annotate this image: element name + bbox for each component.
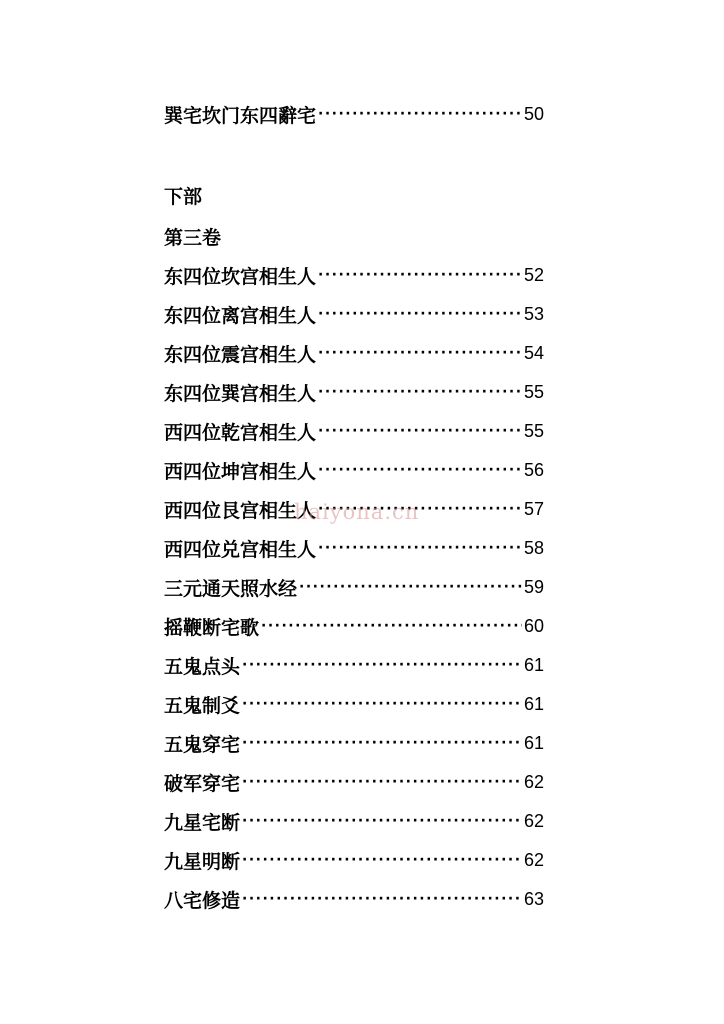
toc-entry-title: 东四位离宫相生人 xyxy=(164,304,317,327)
toc-entry-page: 62 xyxy=(523,849,544,870)
toc-entry-title: 西四位艮宫相生人 xyxy=(164,499,317,522)
toc-entry[interactable] xyxy=(164,261,544,289)
watermark-text: haiyona.cn xyxy=(294,500,420,524)
dot-leader xyxy=(242,891,522,907)
toc-entry-page: 50 xyxy=(523,103,544,124)
dot-leader xyxy=(318,540,522,556)
dot-leader xyxy=(318,306,522,322)
toc-entry[interactable] xyxy=(164,339,544,367)
toc-entry-title: 摇鞭断宅歌 xyxy=(164,616,260,639)
toc-entry-title: 八宅修造 xyxy=(164,889,241,912)
toc-entry[interactable] xyxy=(164,417,544,445)
toc-entry-page: 60 xyxy=(523,615,544,636)
toc-entry-title: 破军穿宅 xyxy=(164,772,241,795)
toc-entry-title: 九星宅断 xyxy=(164,811,241,834)
toc-entry-title: 东四位坎宫相生人 xyxy=(164,265,317,288)
toc-entry[interactable] xyxy=(164,651,544,679)
toc-entry-page: 62 xyxy=(523,810,544,831)
toc-entry-title: 巽宅坎门东四辭宅 xyxy=(164,104,317,127)
dot-leader xyxy=(318,345,522,361)
toc-entry[interactable] xyxy=(164,100,544,128)
dot-leader xyxy=(242,657,522,673)
toc-entry-title: 五鬼穿宅 xyxy=(164,733,241,756)
toc-entry-page: 61 xyxy=(523,693,544,714)
dot-leader xyxy=(318,423,522,439)
toc-entry[interactable] xyxy=(164,300,544,328)
toc-entry[interactable] xyxy=(164,534,544,562)
toc-entry-page: 57 xyxy=(523,498,544,519)
toc-entry-page: 54 xyxy=(523,342,544,363)
dot-leader xyxy=(242,852,522,868)
toc-entry-page: 62 xyxy=(523,771,544,792)
toc-entry-title: 西四位兑宫相生人 xyxy=(164,538,317,561)
dot-leader xyxy=(261,618,522,634)
toc-entry[interactable] xyxy=(164,768,544,796)
toc-entry[interactable] xyxy=(164,807,544,835)
toc-entry-page: 56 xyxy=(523,459,544,480)
toc-entry-title: 三元通天照水经 xyxy=(164,577,298,600)
toc-entry-page: 55 xyxy=(523,381,544,402)
toc-entry[interactable] xyxy=(164,729,544,757)
dot-leader xyxy=(242,696,522,712)
toc-entry-page: 61 xyxy=(523,654,544,675)
toc-entry-title: 五鬼点头 xyxy=(164,655,241,678)
toc-entry[interactable] xyxy=(164,378,544,406)
toc-entry-page: 63 xyxy=(523,888,544,909)
dot-leader xyxy=(242,774,522,790)
toc-entry[interactable] xyxy=(164,846,544,874)
dot-leader xyxy=(318,106,522,122)
dot-leader xyxy=(299,579,522,595)
dot-leader xyxy=(318,267,522,283)
toc-entry-title: 西四位坤宫相生人 xyxy=(164,460,317,483)
toc-entry-page: 61 xyxy=(523,732,544,753)
toc-entry-page: 52 xyxy=(523,264,544,285)
volume-heading: 第三卷 xyxy=(164,226,222,249)
toc-entry-title: 五鬼制爻 xyxy=(164,694,241,717)
toc-entry-title: 东四位震宫相生人 xyxy=(164,343,317,366)
toc-entry-page: 58 xyxy=(523,537,544,558)
toc-entry[interactable] xyxy=(164,885,544,913)
part-heading: 下部 xyxy=(164,185,203,208)
dot-leader xyxy=(242,813,522,829)
toc-entry-page: 53 xyxy=(523,303,544,324)
toc-entry-page: 55 xyxy=(523,420,544,441)
toc-entry-title: 西四位乾宫相生人 xyxy=(164,421,317,444)
toc-entry[interactable] xyxy=(164,612,544,640)
toc-entry-page: 59 xyxy=(523,576,544,597)
toc-entry-title: 九星明断 xyxy=(164,850,241,873)
dot-leader xyxy=(318,462,522,478)
toc-entry[interactable] xyxy=(164,690,544,718)
toc-entry[interactable] xyxy=(164,456,544,484)
dot-leader xyxy=(318,384,522,400)
toc-entry-title: 东四位巽宫相生人 xyxy=(164,382,317,405)
toc-entry[interactable] xyxy=(164,573,544,601)
dot-leader xyxy=(242,735,522,751)
